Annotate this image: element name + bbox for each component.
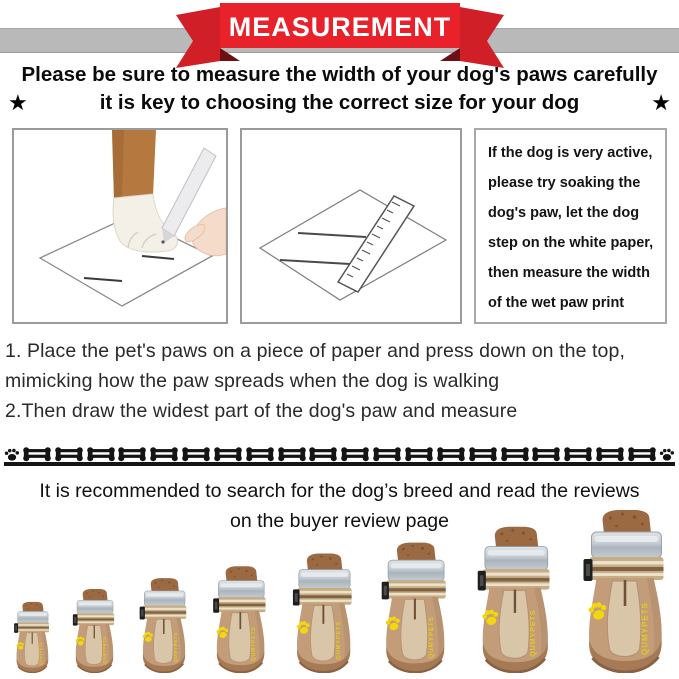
dog-boot: [207, 565, 273, 673]
ruler-measure-illustration-box: [240, 128, 462, 324]
tip-line: of the wet paw print: [488, 295, 625, 311]
bone-icon: [308, 446, 338, 463]
tip-line: step on the white paper,: [488, 235, 654, 251]
instructions: [5, 336, 677, 426]
tip-line: then measure the width: [488, 265, 650, 281]
dog-boot: [574, 508, 675, 673]
tip-line: If the dog is very active,: [488, 145, 653, 161]
bone-icon: [117, 446, 147, 463]
bone-icon: [340, 446, 370, 463]
paw-tracing-illustration-box: [12, 128, 228, 324]
bone-icon: [500, 446, 530, 463]
star-icon: ★: [651, 90, 671, 115]
headline-line-2-text: it is key to choosing the correct size for your dog: [99, 91, 580, 114]
bone-icon: [22, 446, 52, 463]
star-icon: ★: [8, 90, 28, 115]
bone-icon: [149, 446, 179, 463]
dog-leg-shading: [112, 130, 124, 200]
instruction-line-3: 2.Then draw the widest part of the dog's paw and measure: [5, 400, 518, 422]
paw-tracing-graphic: [14, 130, 226, 322]
dog-boot: [469, 525, 560, 673]
bone-icon: [627, 446, 657, 463]
pen-point: [161, 240, 164, 243]
paw-print-icon: [4, 447, 20, 462]
dog-boot: [374, 541, 455, 673]
bone-divider: [4, 441, 675, 466]
ribbon-right-wing: [460, 7, 504, 68]
headline-line-2: [0, 89, 679, 117]
bone-icon: [404, 446, 434, 463]
bone-icon: [181, 446, 211, 463]
bone-icon: [436, 446, 466, 463]
bone-icon: [213, 446, 243, 463]
illustration-row: [12, 128, 667, 324]
bone-icon: [468, 446, 498, 463]
instruction-line-1: 1. Place the pet's paws on a piece of paper and press down on the top,: [5, 340, 625, 362]
bone-icon: [54, 446, 84, 463]
bone-icon: [86, 446, 116, 463]
headline-line-1: Please be sure to measure the width of your dog's paws carefully: [21, 63, 658, 86]
recommendation-line-1: It is recommended to search for the dog’s breed and read the reviews: [39, 480, 640, 502]
ribbon-left-wing: [176, 7, 220, 68]
instruction-line-2: mimicking how the paw spreads when the dog is walking: [5, 370, 500, 392]
ruler-measure-graphic: [242, 130, 460, 322]
bone-icon: [245, 446, 275, 463]
tip-line: please try soaking the: [488, 175, 641, 191]
dog-boot: [10, 601, 54, 673]
ribbon-right-fold: [440, 48, 460, 61]
banner-title: MEASUREMENT: [228, 12, 451, 42]
recommendation-line-2: on the buyer review page: [230, 510, 449, 532]
bone-icon: [595, 446, 625, 463]
dog-boot: [286, 552, 360, 673]
paw-print-icon: [659, 447, 675, 462]
bone-icon: [563, 446, 593, 463]
bone-icon: [531, 446, 561, 463]
bone-icon: [277, 446, 307, 463]
tip-line: dog's paw, let the dog: [488, 205, 640, 221]
ribbon-left-fold: [220, 48, 240, 61]
soaking-tip-box: [474, 128, 667, 324]
headline: [0, 61, 679, 117]
bone-icon: [372, 446, 402, 463]
dog-boot: [68, 588, 120, 673]
dog-boot: [134, 577, 193, 673]
boots-row: [10, 508, 675, 673]
